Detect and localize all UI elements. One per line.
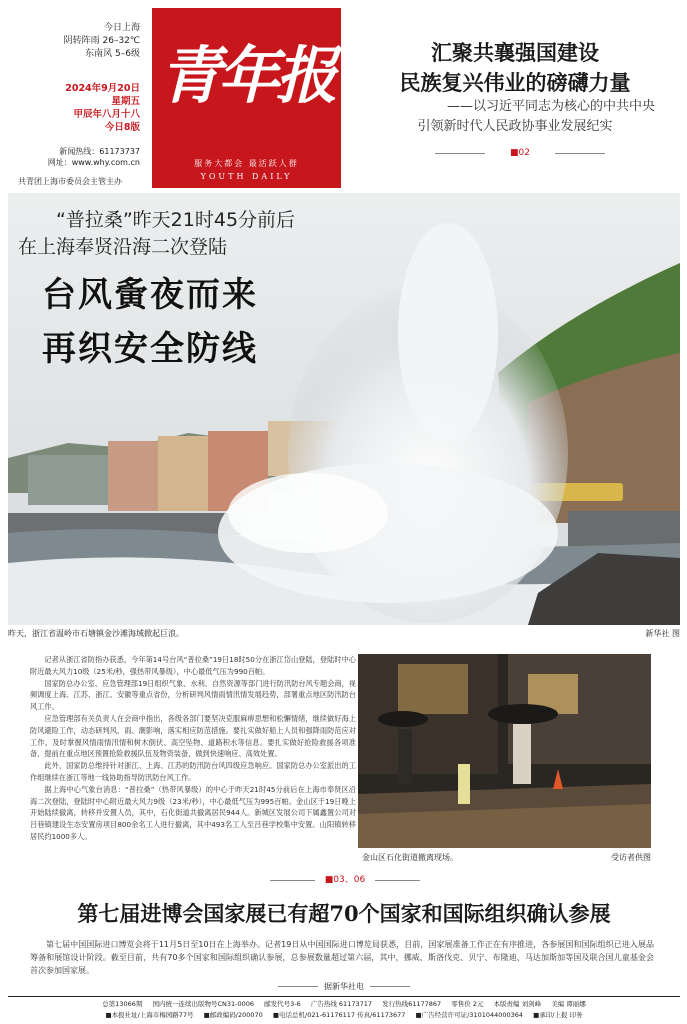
footer-item: ■本报社址/上海市梅园路77号 [105, 1011, 194, 1019]
article-paragraph: 此外，国家防总维持针对浙江、上海、江苏的防汛防台风四级应急响应。国家防总办公室派出的工作组继续在浙江等地一线协助指导防汛防台风工作。 [30, 761, 356, 782]
sponsor-text: 共青团上海市委员会主管主办 [18, 177, 122, 186]
weather-block [0, 22, 140, 61]
bottom-story-source [8, 981, 680, 992]
masthead-slogan: 服务大都会 最活跃人群 [194, 159, 299, 168]
top-story-headline-2[interactable]: 民族复兴伟业的磅礴力量 [399, 71, 631, 95]
website-link[interactable]: 网址：www.why.com.cn [47, 158, 140, 167]
footer-item: ■邮政编码/200070 [203, 1011, 263, 1019]
photo2-credit: 受访者供图 [611, 853, 651, 862]
date-block [0, 82, 140, 134]
bottom-story-body: 第七届中国国际进口博览会将于11月5日至10日在上海举办。记者19日从中国国际进口博览局获悉，目前，国家展准备工作正在有序推进，各参展国和国际组织已进入展品筹备和展馆设计阶段。截至目前，共有70多个国家和国际组织确认参展，总参展数量超过第六届，其中，挪威、斯洛伐克、贝宁、布隆迪、马达加斯加等国及联合国儿童基金会首次参加国家展。 [30, 940, 654, 975]
footer-item: 本版责编 刘剑峰 [493, 1000, 542, 1008]
edition-pages: 今日8版 [104, 122, 140, 133]
top-story-page-number: ■02 [510, 148, 530, 158]
lead-article-body [30, 654, 356, 843]
bottom-story-headline[interactable]: 第七届进博会国家展已有超70个国家和国际组织确认参展 [77, 901, 611, 926]
photo-credit: 新华社 图 [645, 629, 680, 638]
article-paragraph: 国家防总办公室、应急管理部19日组织气象、水利、自然资源等部门进行防汛防台风专题会商，视频调度上海、江苏、浙江、安徽等重点省份，分析研判风情雨情汛情发展趋势，部署重点地区防汛防台风工作。 [30, 678, 356, 712]
footer-publication-info [8, 999, 680, 1008]
article-paragraph: 应急管理部有关负责人在会商中指出，各级各部门要坚决克服麻痹思想和松懈情绪，继续做好海上防风避险工作，动态研判风、雨、潮影响，落实相应防范措施。要扎实做好船上人员和强降雨防范应对工作，及时掌握风情雨情汛情和树木倒伏、高空坠物、道路积水等信息。要扎实做好抢险救援各项准备，提前在重点地区预置抢险救援队伍及物资装备，做到快速响应、高效处置。 [30, 713, 356, 759]
evacuation-photo-illustration [358, 654, 651, 848]
date-lunar: 甲辰年八月十八 [73, 109, 140, 120]
ref-divider-right [375, 880, 420, 881]
footer-item: 零售价 2元 [451, 1000, 484, 1008]
lead-story-page-number: ■03、06 [324, 875, 366, 885]
weather-condition: 阴转阵雨 26–32℃ [63, 36, 140, 46]
weather-wind: 东南风 5–6级 [85, 49, 140, 59]
article-paragraph: 据上海中心气象台消息：“普拉桑”（热带风暴级）的中心于昨天21时45分前后在上海市奉贤区沿海二次登陆，登陆时中心附近最大风力9级（23米/秒），中心最低气压为995百帕。金山区于19日晚上开始陆续撤离，转移并安置人员，其中，石化街道共撤离居民944人。新城区发展公司下属鑫置公司对吕巷镇建设生态安置房项目800余名工人进行撤离，其中493名工人至吕巷学校集中安置。山阳镇转移居民约1000多人。 [30, 784, 356, 841]
footer-item: 邮发代号3-6 [264, 1000, 301, 1008]
footer-item: 广告热线 61173717 [310, 1000, 372, 1008]
footer-item: 国内统一连续出版物号CN31-0006 [152, 1000, 255, 1008]
footer-item: ■承印/上报 印务 [533, 1011, 583, 1019]
photo2-caption: 金山区石化街道撤离现场。 [362, 853, 458, 862]
footer-item: 美编 谭丽娜 [551, 1000, 586, 1008]
article-paragraph: 记者从浙江省防指办获悉，今年第14号台风“普拉桑”19日18时50分在浙江岱山登陆，登陆时中心附近最大风力10级（25米/秒，强热带风暴级），中心最低气压为990百帕。 [30, 655, 356, 676]
lead-kicker-1: “普拉桑”昨天21时45分前后 [56, 209, 296, 231]
lead-kicker-2: 在上海奉贤沿海二次登陆 [18, 236, 228, 258]
footer-rule [8, 996, 680, 997]
footer-item: 总第13066期 [102, 1000, 143, 1008]
top-story-subhead-2: 引领新时代人民政协事业发展纪实 [417, 119, 613, 134]
source-text: 据新华社电 [324, 982, 364, 991]
footer-item: 发行热线61177867 [382, 1000, 442, 1008]
date-weekday: 星期五 [111, 96, 140, 107]
weather-title: 今日上海 [103, 23, 140, 33]
umbrella [488, 704, 558, 724]
news-hotline: 新闻热线：61173737 [59, 147, 140, 156]
source-divider [370, 986, 410, 987]
ref-divider-right [555, 153, 605, 154]
top-story-headline-1[interactable]: 汇聚共襄强国建设 [431, 41, 599, 65]
top-story-page-ref[interactable] [420, 146, 620, 160]
lead-story-page-ref[interactable] [270, 873, 420, 887]
footer-item: ■广告经营许可证/3101044000364 [415, 1011, 524, 1019]
contact-block [0, 146, 140, 168]
lead-headline-1[interactable]: 台风夤夜而来 [42, 275, 258, 315]
masthead [152, 8, 341, 188]
evacuation-photo [358, 654, 651, 848]
footer-item: ■电话总机/021-61176117 传真/61173677 [272, 1011, 406, 1019]
date-gregorian: 2024年9月20日 [65, 83, 140, 94]
top-story-subhead-1: ——以习近平同志为核心的中共中央 [446, 99, 655, 114]
lead-headline-2[interactable]: 再织安全防线 [42, 329, 258, 369]
footer-address-info [8, 1010, 680, 1019]
masthead-english: YOUTH DAILY [200, 172, 293, 181]
photo-caption: 昨天，浙江省温岭市石塘镇金沙滩海域掀起巨浪。 [8, 629, 184, 638]
source-divider [278, 986, 318, 987]
masthead-logo-title: 青年报 [159, 39, 334, 112]
